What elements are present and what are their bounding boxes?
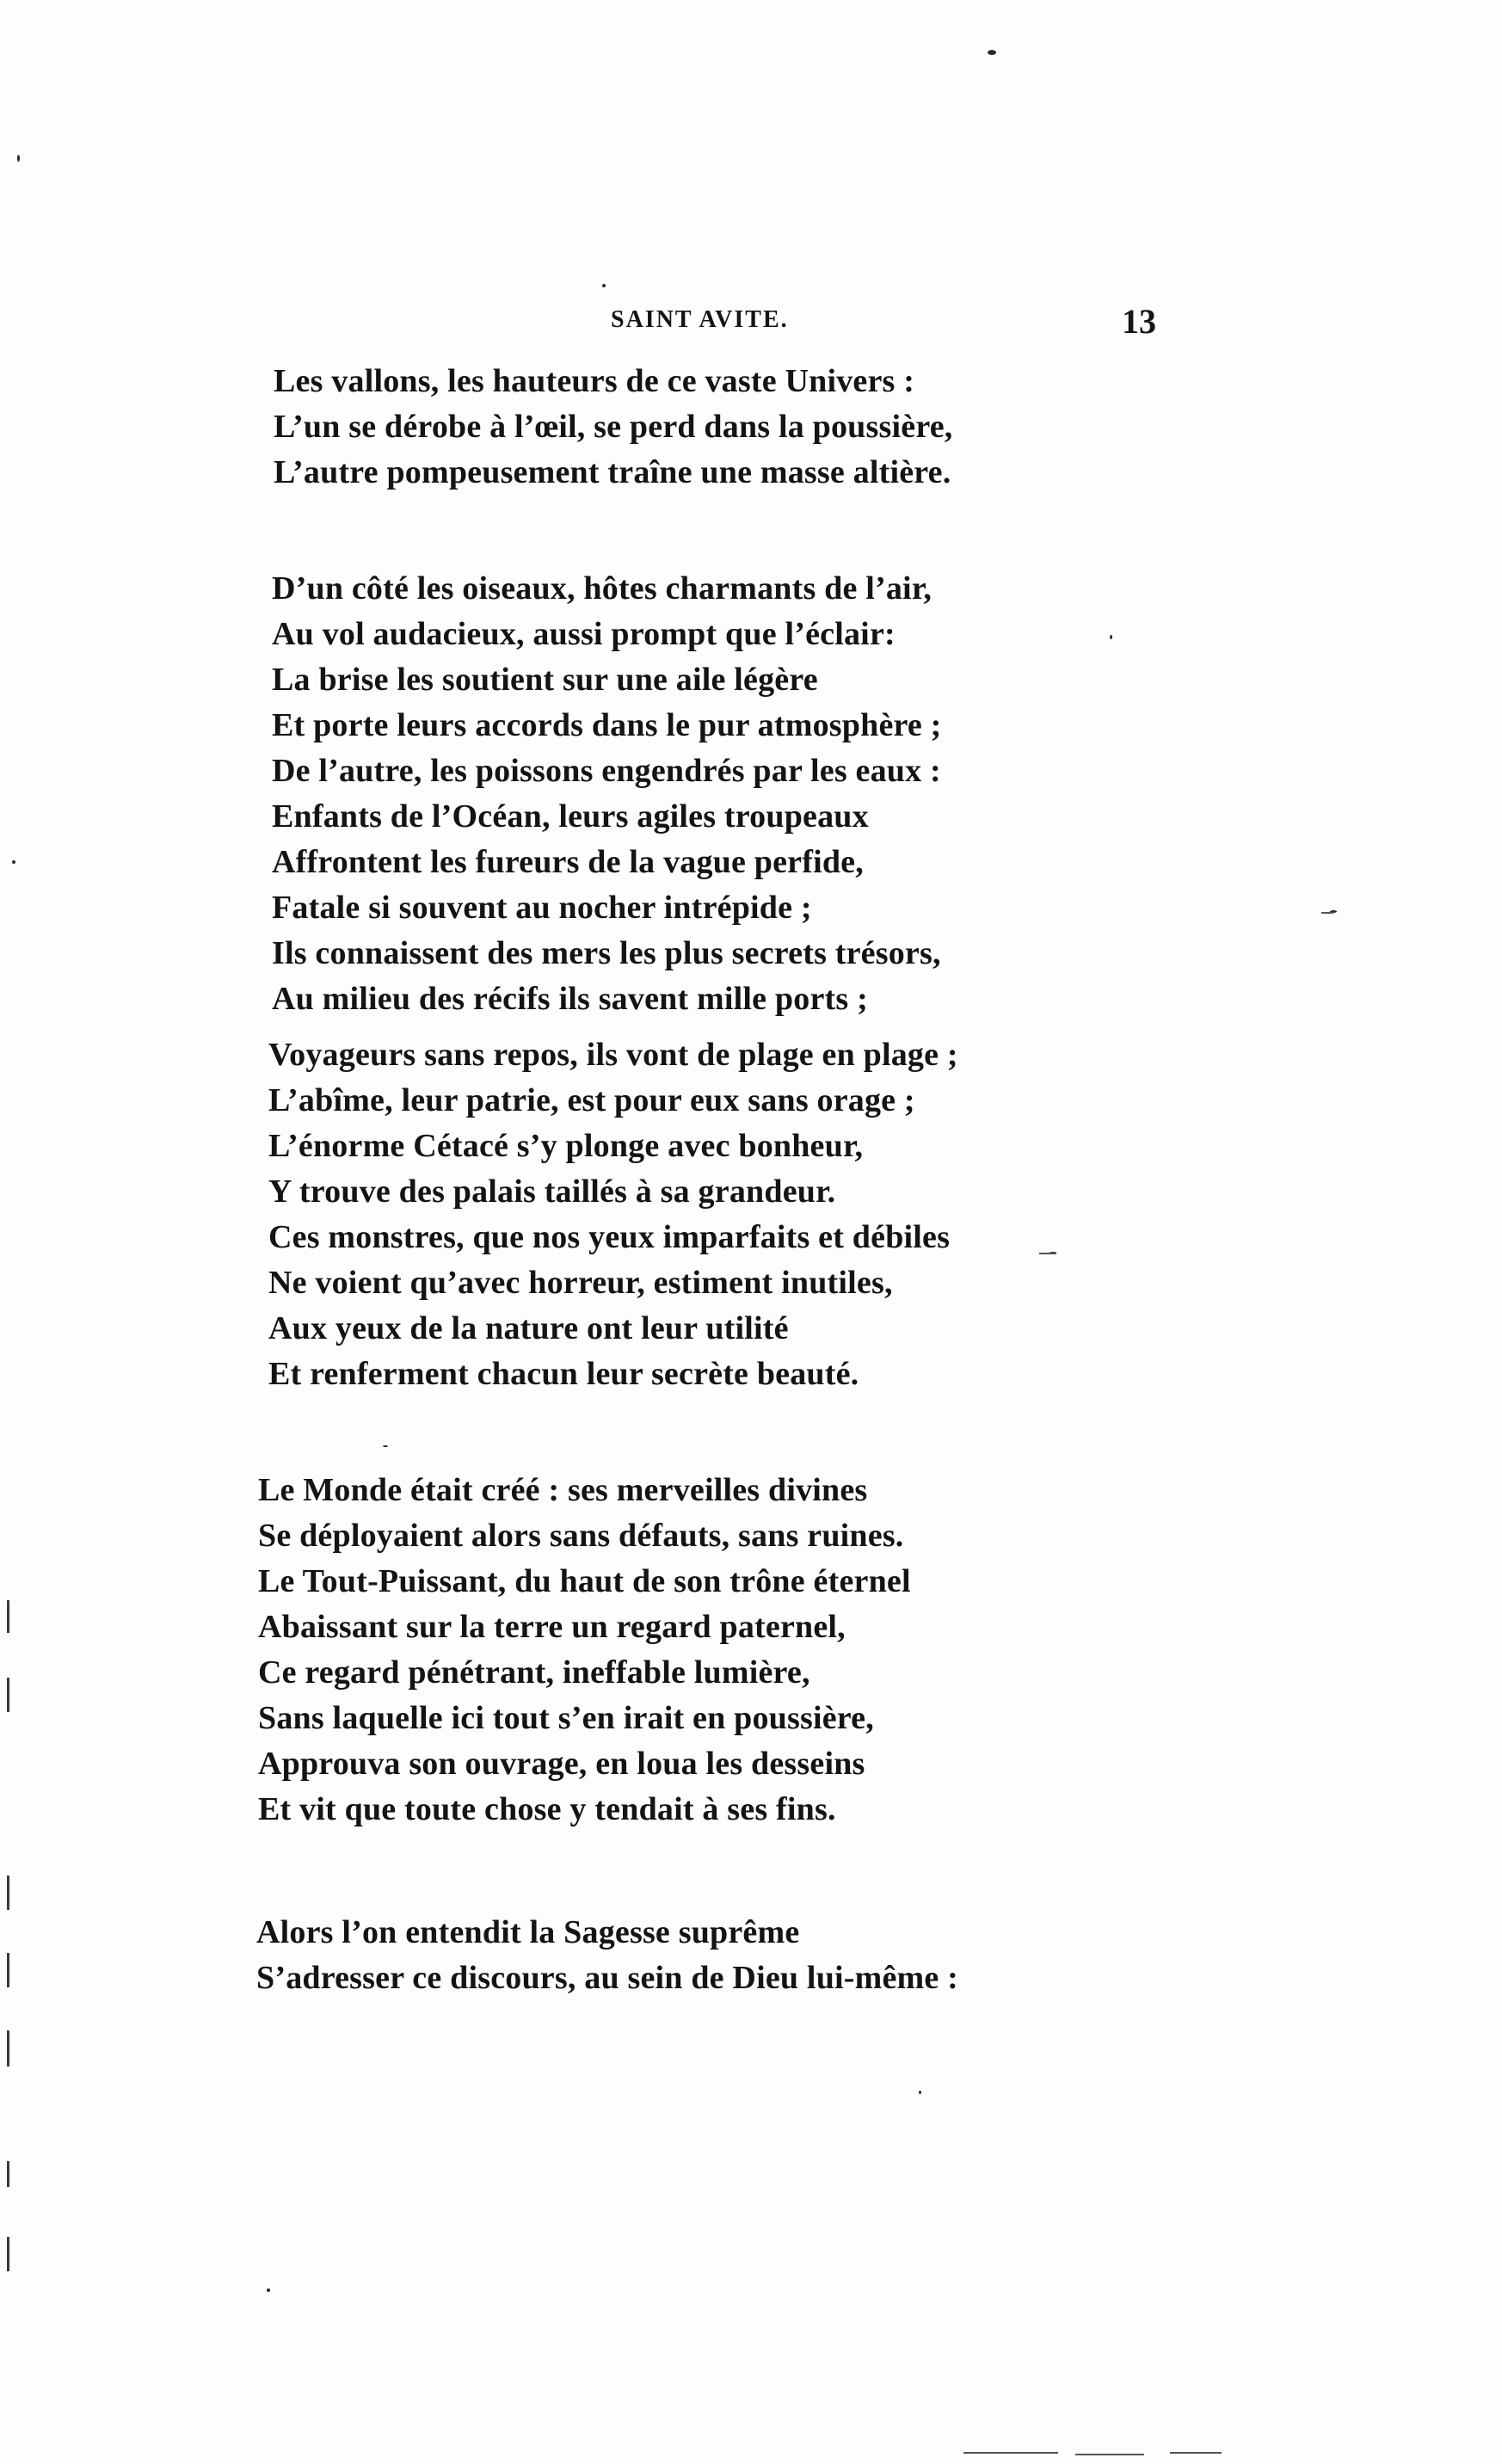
margin-mark — [7, 1876, 9, 1910]
scan-speck — [17, 155, 20, 162]
scan-speck — [602, 284, 606, 287]
scan-speck — [988, 50, 996, 55]
scan-speck — [919, 2091, 921, 2094]
stanza-2 — [272, 566, 942, 1022]
stanza-3 — [268, 1032, 958, 1397]
verse-line: Sans laquelle ici tout s’en irait en poussière, — [258, 1700, 874, 1736]
page-header — [0, 301, 1502, 344]
verse-line: Ces monstres, que nos yeux imparfaits et débiles — [268, 1219, 951, 1255]
stanza-4 — [258, 1468, 911, 1833]
verse-line: Ne voient qu’avec horreur, estiment inutiles, — [268, 1265, 893, 1301]
margin-mark — [7, 1600, 9, 1633]
verse-line: Affrontent les fureurs de la vague perfide, — [272, 844, 864, 880]
verse-line: Ce regard pénétrant, ineffable lumière, — [258, 1654, 810, 1691]
stanza-5 — [256, 1910, 958, 2001]
verse-line: Le Monde était créé : ses merveilles divines — [258, 1472, 868, 1508]
scan-speck — [267, 2288, 270, 2292]
verse-line: L’abîme, leur patrie, est pour eux sans orage ; — [268, 1082, 915, 1118]
verse-line: Abaissant sur la terre un regard paternel, — [258, 1609, 846, 1645]
verse-line: Et renferment chacun leur secrète beauté. — [268, 1356, 859, 1392]
scan-dash — [1075, 2454, 1144, 2455]
scan-dash — [1321, 912, 1333, 914]
margin-mark — [7, 1678, 9, 1712]
margin-mark — [7, 1953, 9, 1987]
verse-line: Alors l’on entendit la Sagesse suprême — [256, 1914, 800, 1950]
verse-line: Aux yeux de la nature ont leur utilité — [268, 1310, 789, 1346]
stanza-1 — [274, 359, 952, 496]
verse-line: L’énorme Cétacé s’y plonge avec bonheur, — [268, 1128, 864, 1164]
scan-speck — [12, 860, 15, 864]
verse-line: Le Tout-Puissant, du haut de son trône éternel — [258, 1563, 911, 1599]
verse-line: Fatale si souvent au nocher intrépide ; — [272, 890, 812, 926]
running-title: SAINT AVITE. — [611, 306, 789, 333]
scan-dash — [1170, 2452, 1222, 2454]
verse-line: S’adresser ce discours, au sein de Dieu lui-même : — [256, 1960, 959, 1996]
verse-line: Et porte leurs accords dans le pur atmosphère ; — [272, 707, 942, 743]
verse-line: L’autre pompeusement traîne une masse altière. — [274, 454, 951, 490]
verse-line: Ils connaissent des mers les plus secrets trésors, — [272, 935, 941, 971]
verse-line: D’un côté les oiseaux, hôtes charmants de l’air, — [272, 570, 933, 607]
scan-dash — [1039, 1253, 1056, 1254]
verse-line: Y trouve des palais taillés à sa grandeur. — [268, 1173, 836, 1210]
verse-line: La brise les soutient sur une aile légère — [272, 662, 818, 698]
margin-mark — [7, 2030, 9, 2067]
verse-line: Au vol audacieux, aussi prompt que l’éclair: — [272, 616, 896, 652]
verse-line: Au milieu des récifs ils savent mille ports ; — [272, 981, 868, 1017]
verse-line: Approuva son ouvrage, en loua les desseins — [258, 1746, 865, 1782]
verse-line: Enfants de l’Océan, leurs agiles troupeaux — [272, 798, 869, 835]
scan-speck — [383, 1445, 388, 1447]
verse-line: De l’autre, les poissons engendrés par les eaux : — [272, 753, 941, 789]
scan-dash — [963, 2452, 1058, 2454]
verse-line: Les vallons, les hauteurs de ce vaste Univers : — [274, 363, 915, 399]
verse-line: Voyageurs sans repos, ils vont de plage en plage ; — [268, 1037, 958, 1073]
verse-line: Se déployaient alors sans défauts, sans ruines. — [258, 1518, 904, 1554]
margin-mark — [7, 2237, 9, 2271]
margin-mark — [7, 2161, 9, 2187]
scan-speck — [1110, 635, 1112, 639]
verse-line: Et vit que toute chose y tendait à ses fins. — [258, 1791, 836, 1827]
page-number: 13 — [1122, 302, 1156, 341]
verse-line: L’un se dérobe à l’œil, se perd dans la poussière, — [274, 409, 953, 445]
